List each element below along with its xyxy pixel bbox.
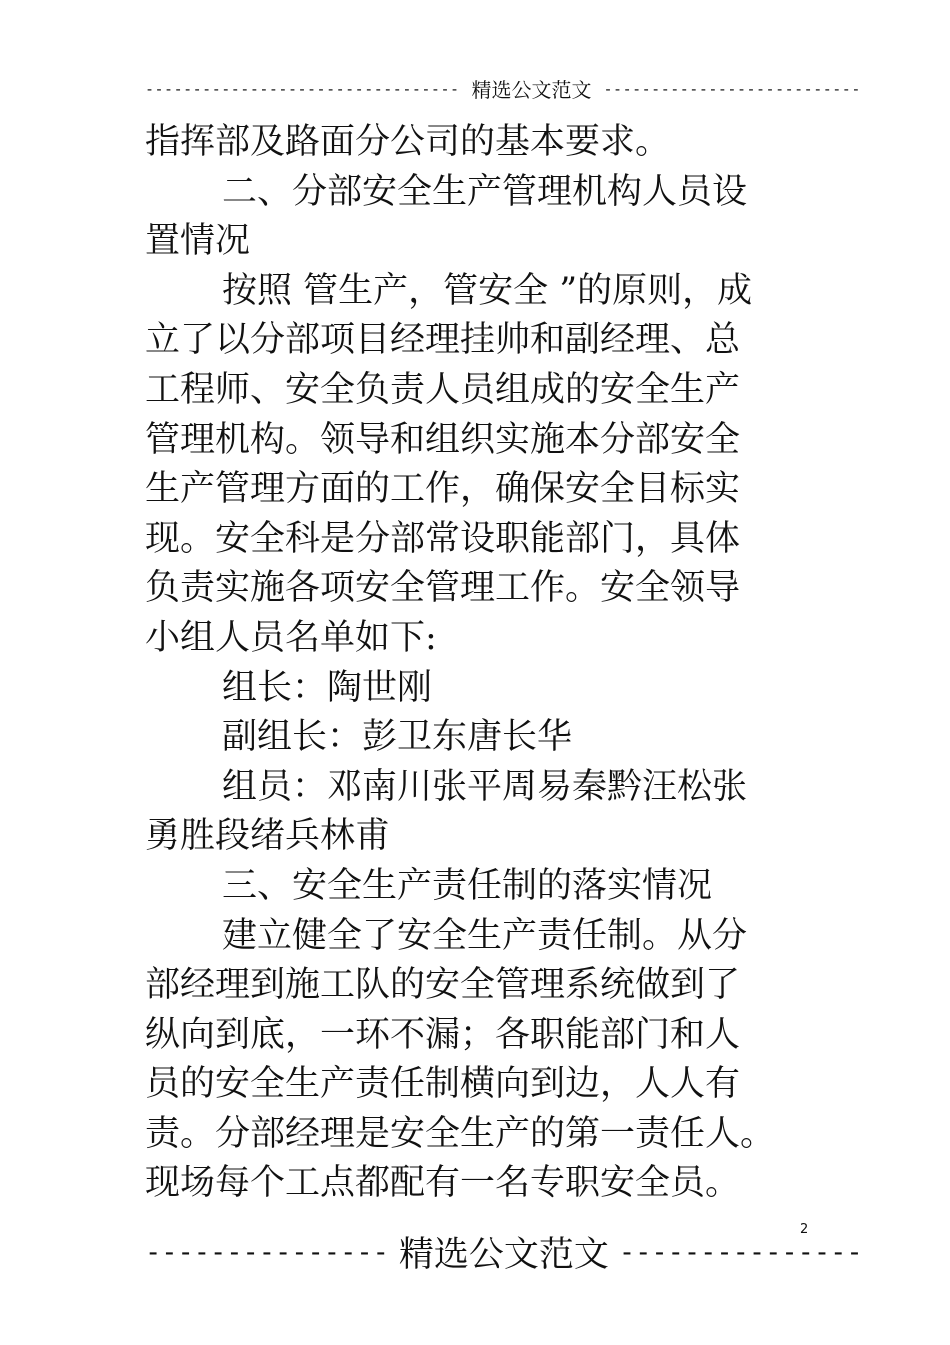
header-right-rule: --------------------------- xyxy=(603,79,861,98)
section-heading-3: 三、安全生产责任制的落实情况 xyxy=(222,865,713,906)
header-title: 精选公文范文 xyxy=(471,78,592,102)
footer-left-rule: --------------- xyxy=(145,1236,389,1268)
leader-line: 组长：陶世刚 xyxy=(222,667,433,708)
page-header xyxy=(145,74,861,103)
body-line: 负责实施各项安全管理工作。安全领导 xyxy=(145,568,741,609)
body-line: 建立健全了安全生产责任制。从分 xyxy=(222,915,748,956)
footer-right-rule: --------------- xyxy=(618,1236,863,1268)
deputy-leader-line: 副组长：彭卫东唐长华 xyxy=(222,717,573,758)
body-line: 管理机构。领导和组织实施本分部安全 xyxy=(145,419,741,460)
body-line: 小组人员名单如下: xyxy=(145,617,437,658)
body-line: 指挥部及路面分公司的基本要求。 xyxy=(145,122,671,162)
body-line: 立了以分部项目经理挂帅和副经理、总 xyxy=(145,320,741,361)
body-line: 现场每个工点都配有一名专职安全员。 xyxy=(145,1163,741,1204)
footer-title: 精选公文范文 xyxy=(398,1235,609,1275)
section-heading-2: 二、分部安全生产管理机构人员设 xyxy=(222,171,748,212)
body-line: 纵向到底，一环不漏；各职能部门和人 xyxy=(145,1014,741,1055)
page-number: 2 xyxy=(800,1222,809,1237)
body-line: 工程师、安全负责人员组成的安全生产 xyxy=(145,369,741,410)
body-line: 按照 管生产，管安全 ”的原则，成 xyxy=(222,270,753,311)
body-line: 生产管理方面的工作，确保安全目标实 xyxy=(145,469,741,510)
body-line: 员的安全生产责任制横向到边，人人有 xyxy=(145,1064,741,1105)
header-left-rule: --------------------------------- xyxy=(145,79,460,98)
members-line: 组员：邓南川张平周易秦黔汪松张 xyxy=(222,766,748,807)
document-body xyxy=(145,118,795,1209)
body-line: 责。分部经理是安全生产的第一责任人。 xyxy=(145,1113,776,1154)
body-line: 现。安全科是分部常设职能部门，具体 xyxy=(145,518,741,559)
body-line: 部经理到施工队的安全管理系统做到了 xyxy=(145,965,741,1006)
body-line: 置情况 xyxy=(145,221,251,262)
members-line-continued: 勇胜段绪兵林甫 xyxy=(145,816,391,857)
page-footer xyxy=(145,1227,863,1277)
